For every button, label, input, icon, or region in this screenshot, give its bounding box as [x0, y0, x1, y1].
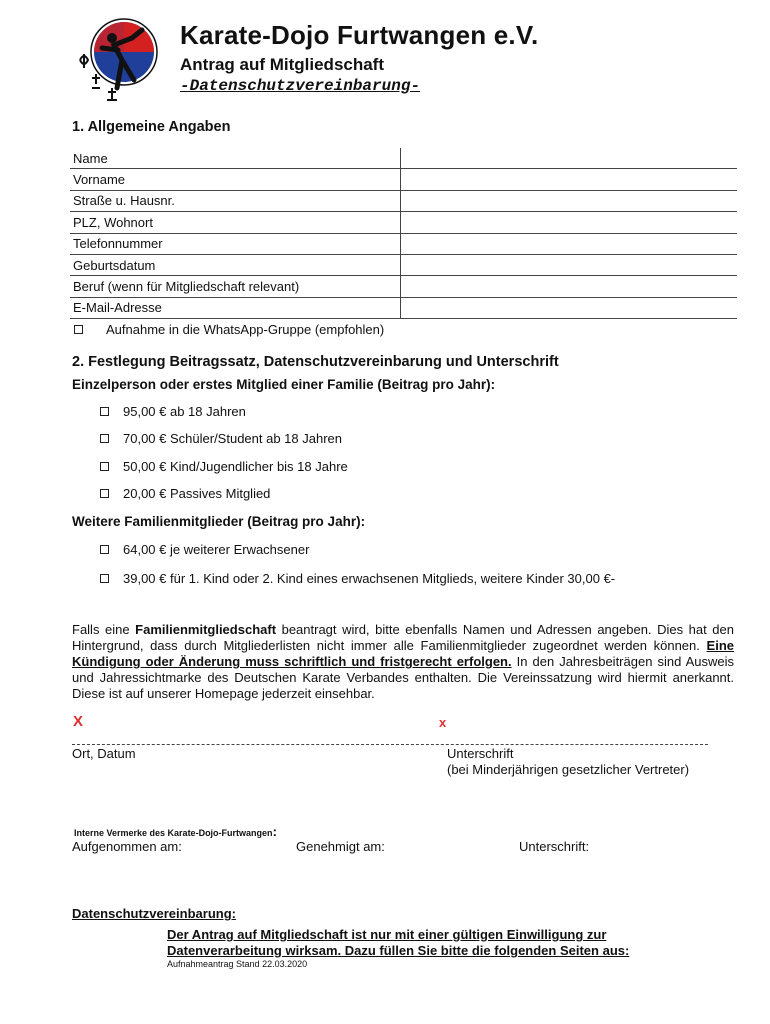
field-label: Name: [73, 150, 108, 166]
fee-label: 39,00 € für 1. Kind oder 2. Kind eines erwachsenen Mitglieds, weitere Kinder 30,00 €-: [123, 571, 616, 586]
field-row: [70, 254, 737, 275]
paragraph-text: beantragt wird, bitte ebenfalls Namen und Adressen angeben. Dies hat den Hintergrund, dass durch Mitgliederlisten nicht immer alle Familienmitglieder zugeordnet werden können.: [72, 622, 734, 653]
field-input[interactable]: [401, 169, 738, 190]
club-logo: [72, 10, 170, 108]
signature-marker: x: [439, 715, 447, 730]
fee-option[interactable]: [100, 571, 615, 586]
page-title: Karate-Dojo Furtwangen e.V.: [180, 20, 539, 50]
fee-label: 70,00 € Schüler/Student ab 18 Jahren: [123, 431, 342, 446]
whatsapp-checkbox[interactable]: [74, 325, 83, 334]
field-label: Geburtsdatum: [70, 254, 401, 275]
family-membership-paragraph: [72, 622, 734, 702]
fee-label: 50,00 € Kind/Jugendlicher bis 18 Jahre: [123, 459, 348, 474]
whatsapp-label: Aufnahme in die WhatsApp-Gruppe (empfohlen): [106, 322, 385, 337]
page-subtitle: Antrag auf Mitgliedschaft: [180, 55, 385, 74]
section1-heading: 1. Allgemeine Angaben: [72, 119, 231, 135]
signature-label: Unterschrift: [447, 746, 514, 761]
field-row: [70, 148, 737, 169]
field-label: E-Mail-Adresse: [70, 297, 401, 318]
field-input[interactable]: [401, 297, 738, 318]
fee-option[interactable]: [100, 486, 270, 501]
field-row: [70, 276, 737, 297]
family-fees-heading: Weitere Familienmitglieder (Beitrag pro Jahr):: [72, 514, 366, 529]
field-label: Telefonnummer: [70, 233, 401, 254]
field-label: Vorname: [70, 169, 401, 190]
field-label: Beruf (wenn für Mitgliedschaft relevant): [70, 276, 401, 297]
whatsapp-option[interactable]: [74, 322, 384, 337]
fee-option[interactable]: [100, 542, 309, 557]
club-logo-graphic: [72, 10, 170, 108]
field-input[interactable]: [401, 276, 738, 297]
field-input[interactable]: [401, 190, 738, 211]
field-label: PLZ, Wohnort: [70, 212, 401, 233]
paragraph-text: In den Jahresbeiträgen sind Ausweis und Jahressichtmarke des Deutschen Karate Verbandes enthalten. Die Vereinssatzung wird hiermit anerkannt. Diese ist auf unserer Homepage jederzeit einsehbar.: [72, 654, 735, 701]
privacy-note-line1: Der Antrag auf Mitgliedschaft ist nur mit einer gültigen Einwilligung zur: [167, 927, 607, 942]
privacy-note-line2: Datenverarbeitung wirksam. Dazu füllen Sie bitte die folgenden Seiten aus:: [167, 943, 630, 958]
field-row: [70, 212, 737, 233]
individual-fees-heading: Einzelperson oder erstes Mitglied einer Familie (Beitrag pro Jahr):: [72, 377, 496, 392]
internal-signature-label: Unterschrift:: [519, 839, 590, 854]
fee-checkbox[interactable]: [100, 462, 109, 471]
field-input[interactable]: [401, 148, 738, 169]
fee-option[interactable]: [100, 431, 342, 446]
accepted-on-label: Aufgenommen am:: [72, 839, 182, 854]
internal-notes-text: Interne Vermerke des Karate-Dojo-Furtwangen: [74, 828, 273, 838]
fee-checkbox[interactable]: [100, 489, 109, 498]
paragraph-bold: Familienmitgliedschaft: [135, 622, 277, 637]
paragraph-text: Falls eine: [72, 622, 136, 637]
field-row: [70, 169, 737, 190]
signature-note: (bei Minderjährigen gesetzlicher Vertreter): [447, 762, 690, 777]
fee-checkbox[interactable]: [100, 545, 109, 554]
fee-checkbox[interactable]: [100, 434, 109, 443]
place-date-label: Ort, Datum: [72, 746, 136, 761]
cancellation-note: Eine Kündigung oder Änderung muss schriftlich und fristgerecht erfolgen.: [72, 638, 734, 669]
fee-option[interactable]: [100, 404, 246, 419]
field-input[interactable]: [401, 233, 738, 254]
place-date-marker: X: [73, 713, 84, 730]
field-label: Straße u. Hausnr.: [70, 190, 401, 211]
fee-label: 20,00 € Passives Mitglied: [123, 486, 271, 501]
page-subtitle-privacy: -Datenschutzvereinbarung-: [180, 77, 421, 95]
fee-label: 64,00 € je weiterer Erwachsener: [123, 542, 310, 557]
fee-checkbox[interactable]: [100, 407, 109, 416]
fee-checkbox[interactable]: [100, 574, 109, 583]
field-row: [70, 297, 737, 318]
fee-label: 95,00 € ab 18 Jahren: [123, 404, 246, 419]
section2-heading: 2. Festlegung Beitragssatz, Datenschutzvereinbarung und Unterschrift: [72, 354, 559, 370]
privacy-heading: Datenschutzvereinbarung:: [72, 906, 236, 921]
approved-on-label: Genehmigt am:: [296, 839, 385, 854]
field-input[interactable]: [401, 254, 738, 275]
internal-notes-colon: :: [272, 824, 277, 839]
personal-data-table: [70, 148, 737, 319]
signature-line[interactable]: [72, 744, 708, 745]
form-version: Aufnahmeantrag Stand 22.03.2020: [167, 959, 308, 969]
field-row: [70, 233, 737, 254]
field-input[interactable]: [401, 212, 738, 233]
fee-option[interactable]: [100, 459, 348, 474]
field-row: [70, 190, 737, 211]
